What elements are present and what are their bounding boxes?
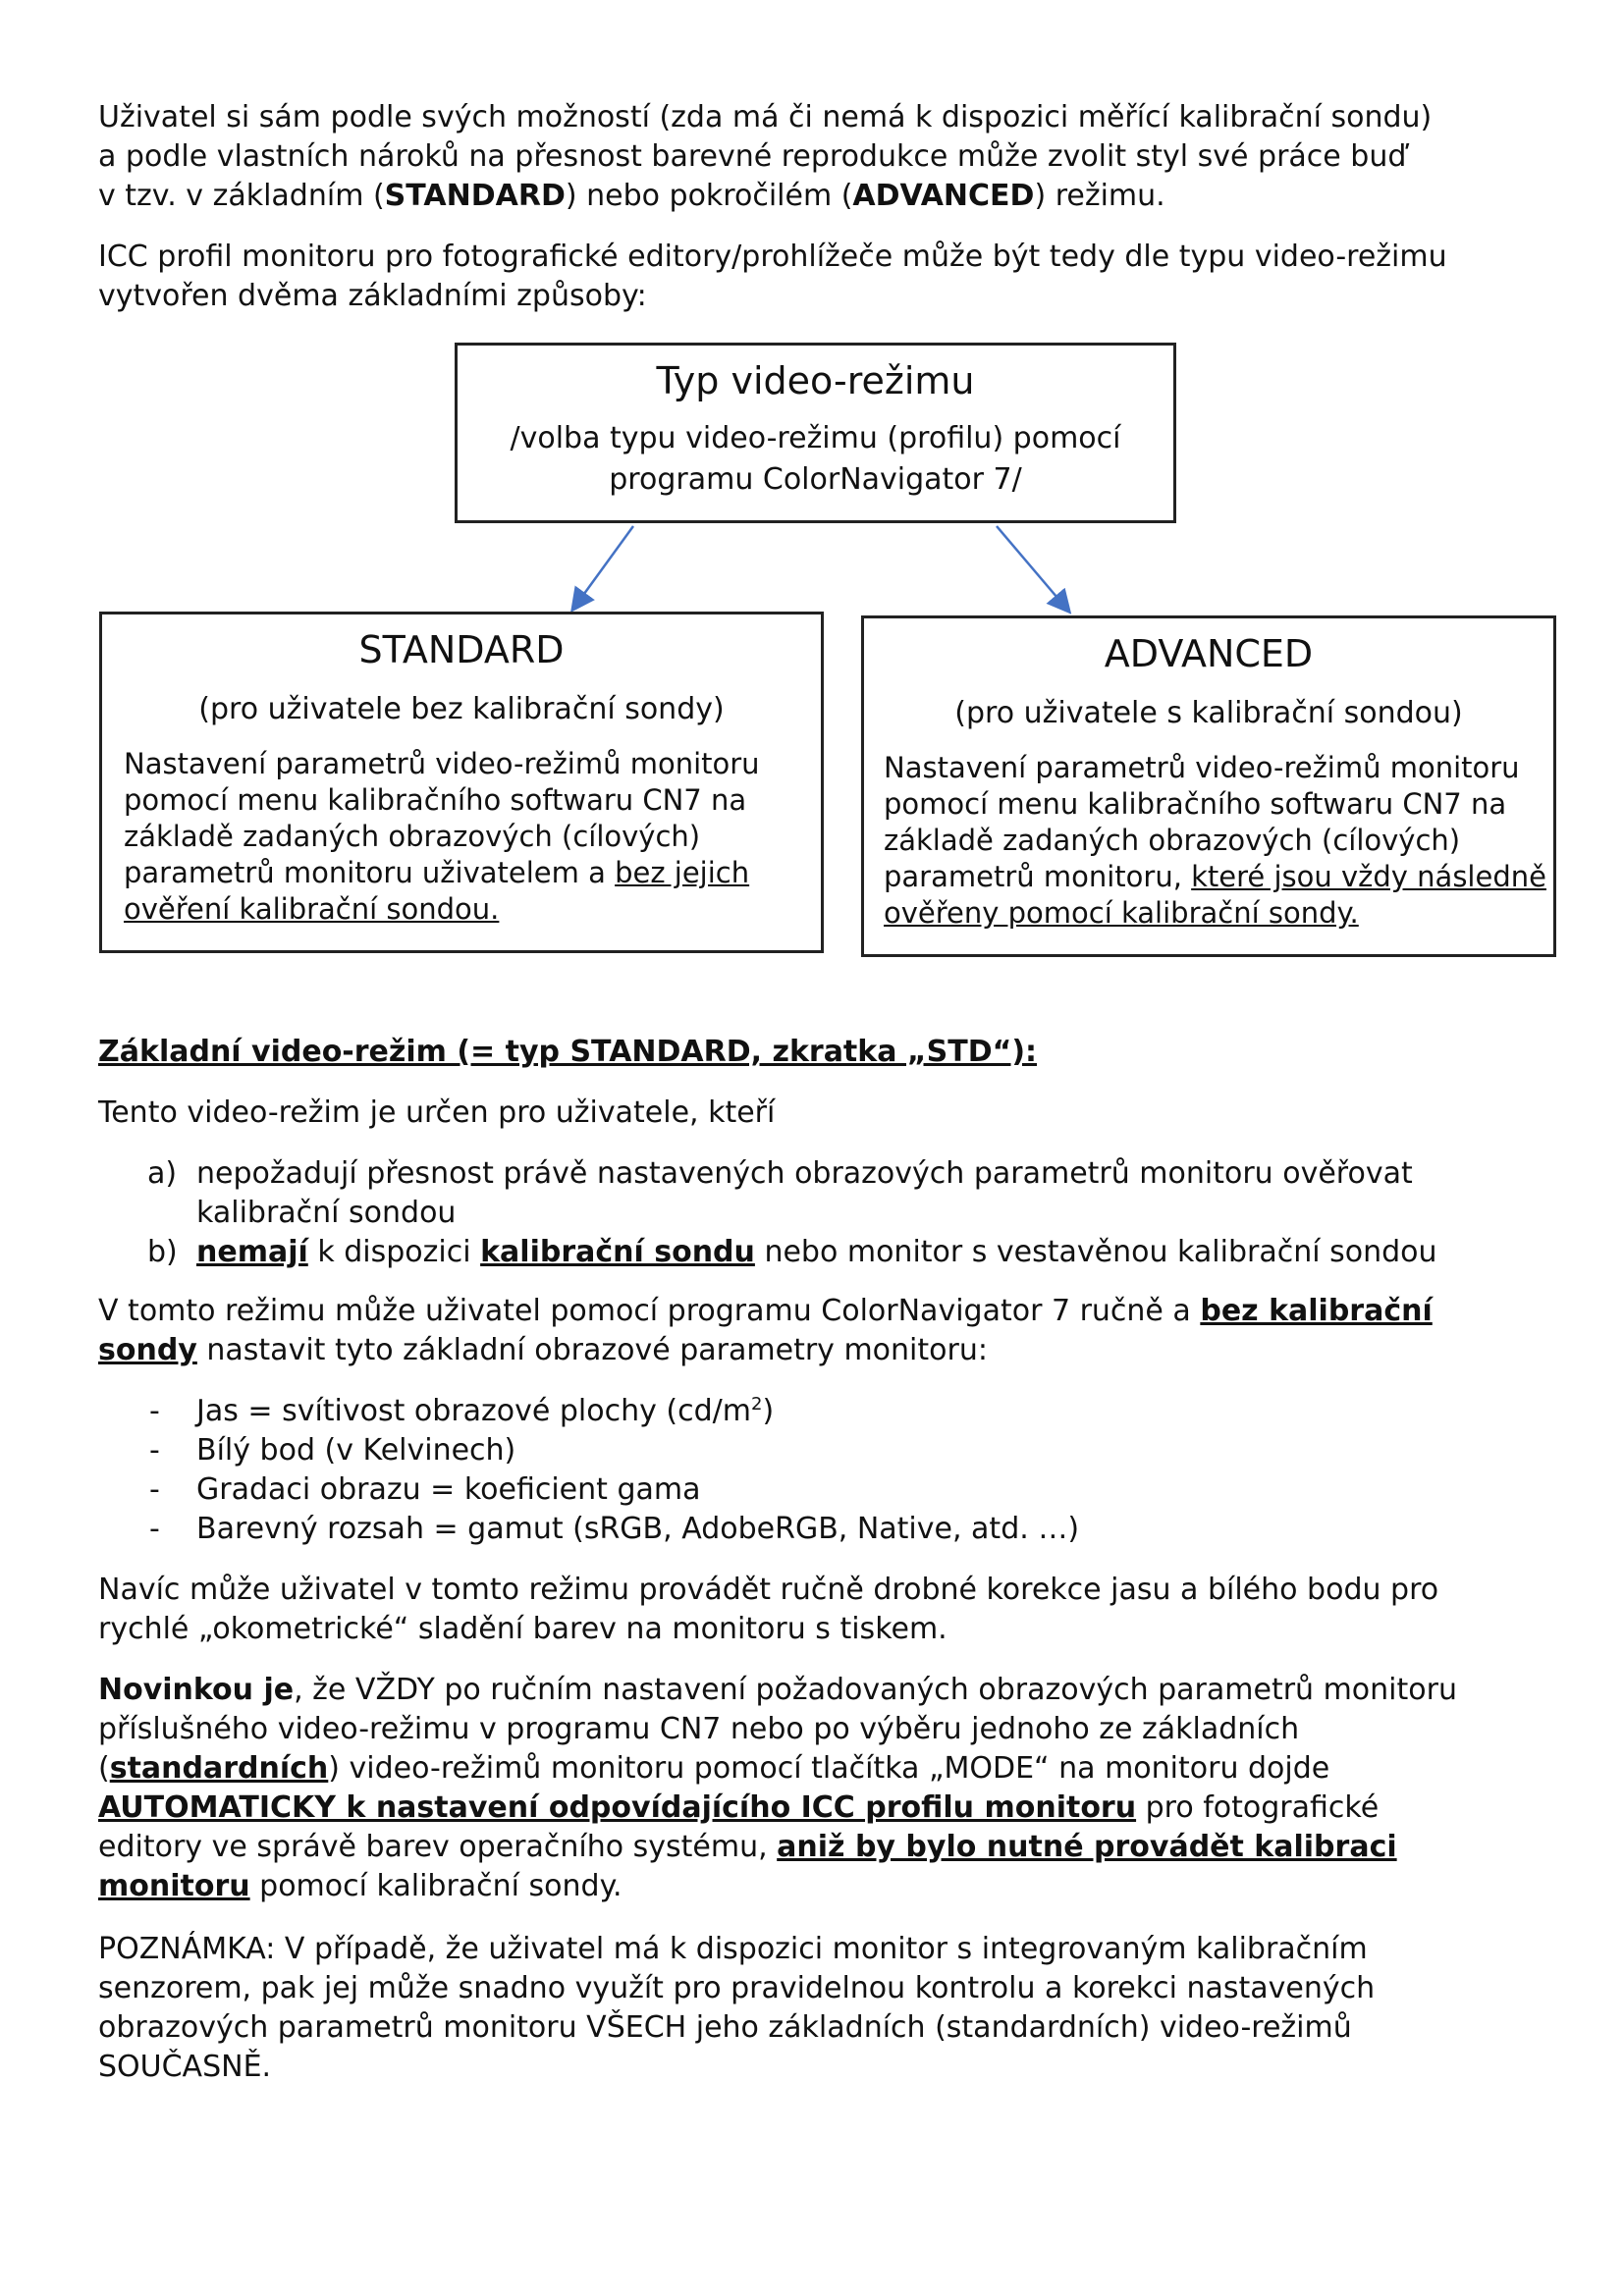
list-marker: - [149, 1512, 160, 1546]
novinka-text: ( [98, 1751, 110, 1786]
list-item [98, 1510, 1492, 1549]
novinka-line: příslušného video-režimu v programu CN7 nebo po výběru jednoho ze základních [98, 1712, 1300, 1746]
list-item [98, 1431, 1492, 1470]
section-heading: Základní video-režim (= typ STANDARD, zkratka „STD“): [98, 1035, 1038, 1069]
list-item [98, 1470, 1492, 1510]
standard-box-underlined: ověření kalibrační sondou. [124, 892, 500, 926]
section-standard [98, 1033, 1492, 1072]
intro-text: v tzv. v základním ( [98, 179, 385, 213]
novinka-text: ) video-režimů monitoru pomocí tlačítka „MODE“ na monitoru dojde [328, 1751, 1330, 1786]
note-line: POZNÁMKA: V případě, že uživatel má k dispozici monitor s integrovaným kalibračním [98, 1932, 1368, 1966]
list-marker: - [149, 1394, 160, 1428]
param-text: Jas = svítivost obrazové plochy (cd/m [196, 1394, 751, 1428]
diagram-top-line-2: programu ColorNavigator 7/ [609, 462, 1022, 497]
standard-box-line: Nastavení parametrů video-režimů monitoru [124, 747, 760, 780]
novinka-paragraph [98, 1671, 1492, 1906]
advanced-box-line: základě zadaných obrazových (cílových) [884, 824, 1461, 857]
list-item [98, 1154, 1492, 1233]
standard-box-line: základě zadaných obrazových (cílových) [124, 820, 701, 853]
standard-term: STANDARD [384, 179, 566, 213]
advanced-term: ADVANCED [852, 179, 1035, 213]
list-item-text [196, 1233, 1492, 1272]
standard-box-subtitle: (pro uživatele bez kalibrační sondy) [198, 692, 725, 726]
note-line: obrazových parametrů monitoru VŠECH jeho základních (standardních) video-režimů [98, 2010, 1352, 2045]
advanced-box-line [884, 859, 1553, 895]
note-line: senzorem, pak jej může snadno využít pro pravidelnou kontrolu a korekci nastavených [98, 1971, 1376, 2005]
novinka-line [98, 1789, 1492, 1828]
list-text: k dispozici [307, 1235, 481, 1269]
params-list-block [98, 1392, 1492, 1549]
param-text: Bílý bod (v Kelvinech) [196, 1433, 516, 1468]
mode-line-1 [98, 1292, 1492, 1331]
advanced-box-subtitle: (pro uživatele s kalibrační sondou) [954, 696, 1463, 730]
advanced-box-line: Nastavení parametrů video-režimů monitoru [884, 751, 1520, 784]
novinka-text: , že VŽDY po ručním nastavení požadovaných obrazových parametrů monitoru [294, 1673, 1457, 1707]
list-item-text: nepožadují přesnost právě nastavených obrazových parametrů monitoru ověřovat [196, 1156, 1413, 1191]
emphasis-text: bez kalibrační [1200, 1294, 1433, 1328]
novinka-line [98, 1671, 1492, 1710]
advanced-box-underlined: ověřeny pomocí kalibrační sondy. [884, 896, 1359, 930]
novinka-line [98, 1749, 1492, 1789]
emphasis-text: sondy [98, 1333, 197, 1367]
list-item [98, 1233, 1492, 1272]
list-marker: a) [147, 1156, 178, 1191]
list-marker: b) [147, 1235, 178, 1269]
requirements-list [98, 1154, 1492, 1272]
emphasis-text: monitoru [98, 1869, 250, 1903]
novinka-text: editory ve správě barev operačního systému, [98, 1830, 778, 1864]
advanced-box-body [884, 750, 1553, 932]
arrow-to-standard [573, 526, 633, 609]
advanced-box-text: parametrů monitoru, [884, 860, 1192, 893]
advanced-box-line: pomocí menu kalibračního softwaru CN7 na [884, 787, 1507, 821]
params-list [98, 1392, 1492, 1549]
intro-text: ) režimu. [1034, 179, 1165, 213]
section-intro: Tento video-režim je určen pro uživatele, kteří [98, 1095, 776, 1130]
diagram-standard-box [99, 612, 824, 953]
emphasis-text: Novinkou je [98, 1673, 295, 1707]
superscript: 2 [751, 1394, 763, 1415]
novinka-text: pomocí kalibrační sondy. [249, 1869, 623, 1903]
novinka-line [98, 1828, 1492, 1867]
intro-line-2: a podle vlastních nároků na přesnost barevné reprodukce může zvolit styl své práce buď [98, 139, 1407, 174]
standard-box-title: STANDARD [358, 628, 565, 671]
note-line: SOUČASNĚ. [98, 2050, 272, 2084]
requirements-list-block [98, 1154, 1492, 1272]
icc-line-2: vytvořen dvěma základními způsoby: [98, 279, 647, 313]
navic-paragraph [98, 1571, 1492, 1649]
diagram-advanced-box [861, 615, 1556, 957]
novinka-text: pro fotografické [1136, 1790, 1380, 1825]
emphasis-text: nemají [196, 1235, 308, 1269]
standard-box-line [124, 855, 821, 891]
list-marker: - [149, 1433, 160, 1468]
intro-line-1: Uživatel si sám podle svých možností (zda má či nemá k dispozici měřící kalibrační sondu) [98, 100, 1433, 134]
emphasis-text: kalibrační sondu [480, 1235, 755, 1269]
param-text: Barevný rozsah = gamut (sRGB, AdobeRGB, Native, atd. …) [196, 1512, 1080, 1546]
param-text: Gradaci obrazu = koeficient gama [196, 1472, 701, 1507]
standard-box-text: parametrů monitoru uživatelem a [124, 856, 616, 889]
mode-line-2 [98, 1331, 1492, 1370]
advanced-box-underlined: které jsou vždy následně [1191, 860, 1546, 893]
advanced-box-title: ADVANCED [1104, 632, 1314, 675]
diagram-top-title: Typ video-režimu [656, 359, 975, 402]
navic-line-2: rychlé „okometrické“ sladění barev na monitoru s tiskem. [98, 1612, 947, 1646]
novinka-line [98, 1867, 1492, 1906]
section-intro-block [98, 1094, 1492, 1133]
standard-box-line: pomocí menu kalibračního softwaru CN7 na [124, 783, 747, 817]
mode-paragraph [98, 1292, 1492, 1370]
arrow-to-advanced [997, 526, 1068, 611]
list-text: nebo monitor s vestavěnou kalibrační sondou [754, 1235, 1437, 1269]
list-item [98, 1392, 1492, 1431]
navic-line-1: Navíc může uživatel v tomto režimu provádět ručně drobné korekce jasu a bílého bodu pro [98, 1573, 1439, 1607]
note-paragraph [98, 1930, 1492, 2087]
standard-box-underlined: bez jejich [615, 856, 750, 889]
list-item-text: kalibrační sondou [196, 1196, 457, 1230]
standard-box-body [124, 746, 821, 928]
intro-text: ) nebo pokročilém ( [565, 179, 853, 213]
emphasis-text: standardních [109, 1751, 329, 1786]
emphasis-text: AUTOMATICKY k nastavení odpovídajícího ICC profilu monitoru [98, 1790, 1137, 1825]
list-marker: - [149, 1472, 160, 1507]
emphasis-text: aniž by bylo nutné provádět kalibraci [777, 1830, 1397, 1864]
diagram-top-line-1: /volba typu video-režimu (profilu) pomocí [510, 421, 1121, 455]
mode-text: nastavit tyto základní obrazové parametry monitoru: [196, 1333, 988, 1367]
icc-line-1: ICC profil monitoru pro fotografické editory/prohlížeče může být tedy dle typu video-režimu [98, 240, 1447, 274]
mode-text: V tomto režimu může uživatel pomocí programu ColorNavigator 7 ručně a [98, 1294, 1201, 1328]
param-text: ) [762, 1394, 775, 1428]
diagram-arrows [0, 0, 1624, 628]
